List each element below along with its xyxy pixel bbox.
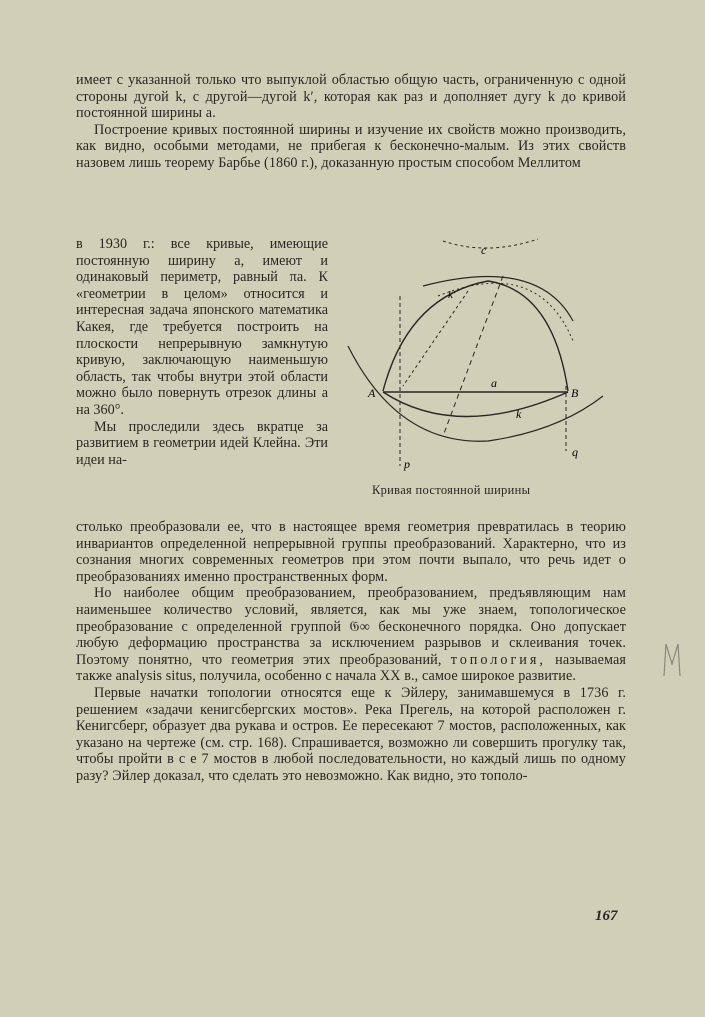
paragraph-2-cont: в 1930 г.: все кривые, имеющие постоянную ширину a, имеют и одинаковый периметр, равный πa. К «геометрии в целом» относится и интересная задача японского математика Какея, где требуется построить на плоскости непрерывную замкнутую кривую, заключающую наименьшую область, так чтобы внутри этой области можно было повернуть отрезок длины a на 360°. [76,236,328,418]
bottom-text-block [76,519,626,785]
paragraph-2: Построение кривых постоянной ширины и изучение их свойств можно производить, как видно, особыми методами, не прибегая к бесконечно-малым. Из этих свойств назовем лишь теорему Барбье (1860 г.), доказанную простым способом Меллитом [76,121,626,171]
dashed-arc-top [443,239,538,248]
label-B: B [571,386,579,400]
wrapped-text-block [76,236,328,468]
paragraph-4 [76,585,626,685]
paragraph-4-tail: называемая также analysis situs, получила, особенно с начала XX в., самое широкое развитие. [76,651,626,685]
dashed-arc-right [438,283,573,341]
label-k-prime: k′ [448,289,456,301]
label-k: k [516,407,522,421]
margin-pencil-mark [660,640,684,680]
label-A: A [368,386,376,400]
figure-caption: Кривая постоянной ширины [372,483,531,497]
topology-word: топология, [450,651,546,668]
page-number: 167 [595,908,618,924]
constant-width-curve-figure [338,236,628,486]
paragraph-1: имеет с указанной только что выпуклой областью общую часть, ограниченную с одной стороны дугой k, с другой—дугой k′, которая как раз и дополняет дугу k до кривой постоянной ширины a. [76,72,626,122]
arc-k-prime [383,281,568,391]
label-p: p [404,457,410,471]
top-text-block [76,72,626,172]
paragraph-4-body: Но наиболее общим преобразованием, преобразованием, предъявляющим нам наименьшее количество условий, является, как мы уже знаем, топологическое преобразование с определенной группой 𝔊∞ бесконечного порядка. Оно допускает любую деформацию пространства за исключением разрывов и склеивания точек. Поэтому понятно, что геометрия этих преобразований, [76,585,626,668]
label-c: c [481,243,487,257]
label-a: a [491,376,497,390]
paragraph-3-cont: столько преобразовали ее, что в настоящее время геометрия превратилась в теорию инвариантов определенной непрерывной группы преобразований. Характерно, что из сознания многих современных геометров при этом почти выпало, что речь идет о преобразованиях именно пространственных форм. [76,519,626,585]
paragraph-5: Первые начатки топологии относятся еще к Эйлеру, занимавшемуся в 1736 г. решением «задачи кенигсбергских мостов». Река Прегель, на которой расположен г. Кенигсберг, образует два рукава и остров. Ее пересекают 7 мостов, расположенных, как указано на чертеже (см. стр. 168). Спрашивается, возможно ли совершить прогулку так, чтобы пройти в с е 7 мостов в любой последовательности, но каждый лишь по одному разу? Эйлер доказал, что сделать это невозможно. Как видно, это тополо- [76,684,626,784]
label-q: q [572,445,578,459]
paragraph-3-start: Мы проследили здесь вкратце за развитием в геометрии идей Клейна. Эти идеи на- [76,418,328,468]
diagonal-dashed-2 [403,291,468,386]
arc-k [383,392,568,417]
